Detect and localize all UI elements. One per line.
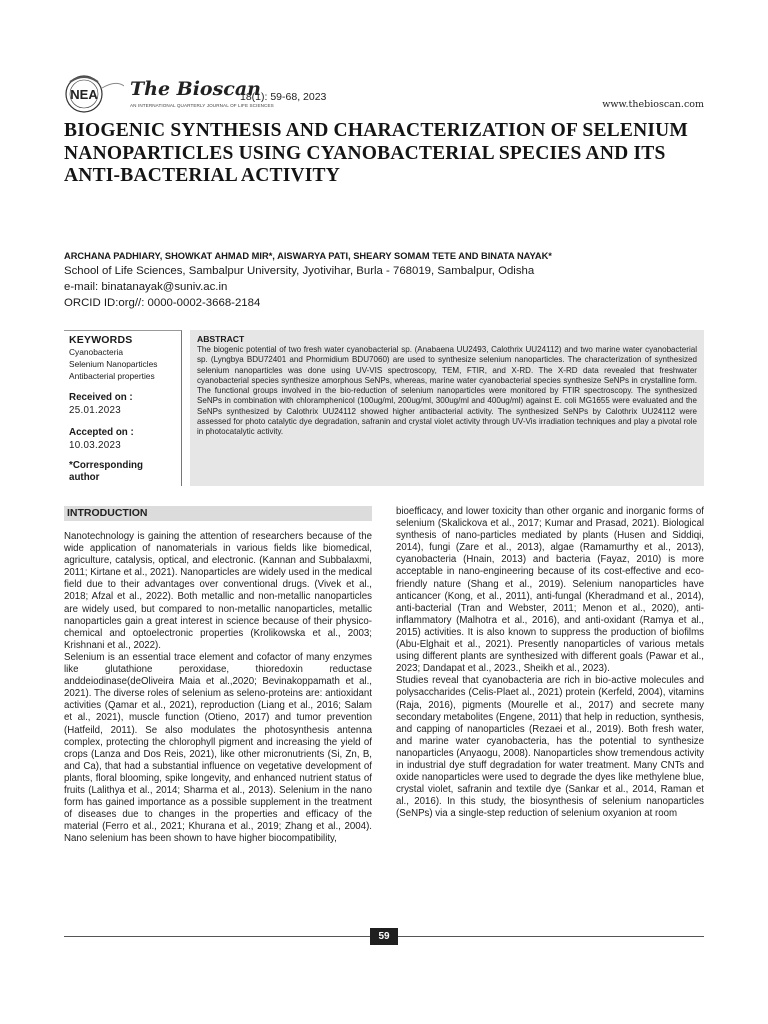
keyword-item: Antibacterial properties	[69, 371, 155, 381]
body-paragraph: Studies reveal that cyanobacteria are rich in bio-active molecules and polysaccharides (Celis-Plaet al., 2021) protein (Kerfeld, 2004), vitamins (Raja, 2016), pigments (Mourelle et al., 2017) and secrete many secondary metabolites (Engene, 2011) that help in reduction, synthesis, and capping of nanoparticles (Rezaei et al., 2019). Both fresh water, and marine water cyanobacteria, has the potential to synthesize nanoparticles (Anyaogu, 2008). Nanoparticles show tremendous activity in industrial dye stuff degradation for water treatment. Many CNTs and oxide nanoparticles were used to degrade the dyes like methylene blue, crystal violet, safranin and textile dye (Sankar et al., 2014, Raman et al., 2016). In this study, the biosynthesis of selenium nanoparticles (SeNPs) via a single-step reduction of selenium oxyanion at room	[396, 675, 705, 820]
journal-masthead	[64, 72, 704, 118]
keyword-item: Selenium Nanoparticles	[69, 359, 158, 369]
abstract-box	[190, 330, 704, 486]
svg-text:NEA: NEA	[70, 87, 98, 102]
body-paragraph: Nanotechnology is gaining the attention of researchers because of the wide application of nanomaterials in various fields like biomedical, agriculture, catalysis, optical, and electronic. (Kannan and Subbalaxmi, 2011; Kirtane et al., 2021). Nanoparticles are widely used in the medical field due to their advantages over conventional drugs. (Vivek et al., 2018; Afzal et al., 2022). Both metallic and non-metallic nanoparticles are widely used, but compared to non-metallic nanoparticles, metallic nanoparticles gain a great interest in science because of their physico-chemical and optoelectronic properties (Krolikowska et al., 2003; Krishnani et al., 2022).	[64, 531, 372, 651]
accepted-label: Accepted on :	[69, 427, 134, 438]
nea-logo-icon	[64, 74, 124, 114]
abstract-heading: ABSTRACT	[197, 334, 245, 344]
keywords-box	[64, 330, 182, 486]
introduction-heading: INTRODUCTION	[64, 506, 372, 521]
body-column-left	[64, 506, 372, 845]
keywords-heading: KEYWORDS	[69, 334, 133, 346]
keyword-item: Cyanobacteria	[69, 347, 124, 357]
journal-name: The Bioscan	[130, 78, 261, 100]
body-paragraph: bioefficacy, and lower toxicity than other organic and inorganic forms of selenium (Skalickova et al., 2017; Kumar and Prasad, 2021). Biological synthesis of nano-particles mediated by plants (Husen and Siddiqi, 2014), fungi (Zare et al., 2013), algae (Ramamurthy et al., 2013), cyanobacteria (Hnain, 2013) and bacteria (Fayaz, 2010) is more acceptable in nano-engineering because of its cost-effective and eco-friendly nature (Shang et al., 2019). Selenium nanoparticles have anticancer (Kong, et al., 2011), anti-fungal (Kheradmand et al., 2014), anti-bacterial (Tran and Webster, 2011; Menon et al., 2020), anti-inflammatory (Malhotra et al., 2016), and anti-oxidant (Ramya et al., 2015) activities. It is also known to suppress the production of biofilms (Abu-Elghait et al., 2021). Presently nanoparticles of various metals using different plants are synthesized with different goals (Pawar et al., 2023; Dandapat et al., 2023., Sheikh et al., 2023).	[396, 506, 704, 675]
author-list: ARCHANA PADHIARY, SHOWKAT AHMAD MIR*, AISWARYA PATI, SHEARY SOMAM TETE AND BINATA NAYAK*	[64, 251, 552, 261]
journal-volume: 18(1): 59-68, 2023	[240, 91, 327, 103]
corresponding-note: *Corresponding author	[69, 460, 144, 483]
body-column-right	[396, 506, 704, 820]
orcid-id: ORCID ID:org//: 0000-0002-3668-2184	[64, 297, 261, 309]
body-paragraph: Selenium is an essential trace element and cofactor of many enzymes like glutathione peroxidase, thioredoxin reductase anddeiodinase(deOliveira Maia et al.,2020; Bevinakoppamath et al., 2021). The diverse roles of selenium as seleno-proteins are: antioxidant activities (Qamar et al., 2021), reproduction (Liang et al., 2016; Salam et al., 2021), muscle function (Otieno, 2017) and tumor prevention (Hatfeild, 2011). Se also modulates the photosynthesis antenna complex, protecting the chlorophyll pigment and increasing the yield of crops (Lanza and Dos Reis, 2021), like other micronutrients (Si, Zn, B, and Ca), that had a substantial influence on vegetative development of plants, floral blooming, spike longevity, and enhanced nutrient status of fruits (Lalithya et al., 2014; Sharma et al., 2013). Selenium in the nano form has gained importance as a possible supplement in the treatment of diseases due to changes in the properties and efficacy of the material (Ferro et al., 2021; Khurana et al., 2019; Zhang et al., 2004). Nano selenium has been shown to have higher biocompatibility,	[64, 651, 372, 845]
article-title: BIOGENIC SYNTHESIS AND CHARACTERIZATION OF SELENIUM NANOPARTICLES USING CYANOBACTERIAL SPECIES AND ITS ANTI-BACTERIAL ACTIVITY	[64, 120, 689, 186]
received-date: 25.01.2023	[69, 405, 122, 416]
page-number: 59	[370, 928, 398, 945]
received-label: Received on :	[69, 392, 133, 403]
corresponding-email[interactable]: e-mail: binatanayak@suniv.ac.in	[64, 281, 228, 293]
affiliation: School of Life Sciences, Sambalpur University, Jyotivihar, Burla - 768019, Sambalpur, Odisha	[64, 265, 535, 277]
journal-subtitle: AN INTERNATIONAL QUARTERLY JOURNAL OF LIFE SCIENCES	[130, 103, 274, 108]
abstract-text: The biogenic potential of two fresh water cyanobacterial sp. (Anabaena UU2493, Calothrix UU24112) and two marine water cyanobacterial sp. (Lyngbya BDU72401 and Phormidium BDU7060) are used to synthesize selenium nanoparticles. The characterization of synthesized selenium nanoparticles was done using UV-VIS spectroscopy, TEM, FTIR, and X-RD. The X-RD data revealed that freshwater cyanobacterial species synthesize amorphous SeNPs, whereas, marine water cyanobacterial species synthesize SeNPs in crystalline form. The functional groups involved in the bio-reduction of selenium nanoparticles were monitored by FTIR spectroscopy. The synthesized SeNPs in combination with chloramphenicol (100ug/ml, 200ug/ml, 300ug/ml and 400ug/ml) against E. coli MG1655 were evaluated and the SeNPs synthesized by Calothrix UU24112 showed higher antibacterial activity. The synthesized SeNPs by Calothrix UU24112 were assessed for photo catalytic dye degradation, safranin and crystal violet activity through UV-Vis irradiation techniques and play a pivotal role in photocatalytic activity.	[197, 345, 697, 437]
accepted-date: 10.03.2023	[69, 440, 122, 451]
journal-website-link[interactable]: www.thebioscan.com	[602, 99, 704, 110]
